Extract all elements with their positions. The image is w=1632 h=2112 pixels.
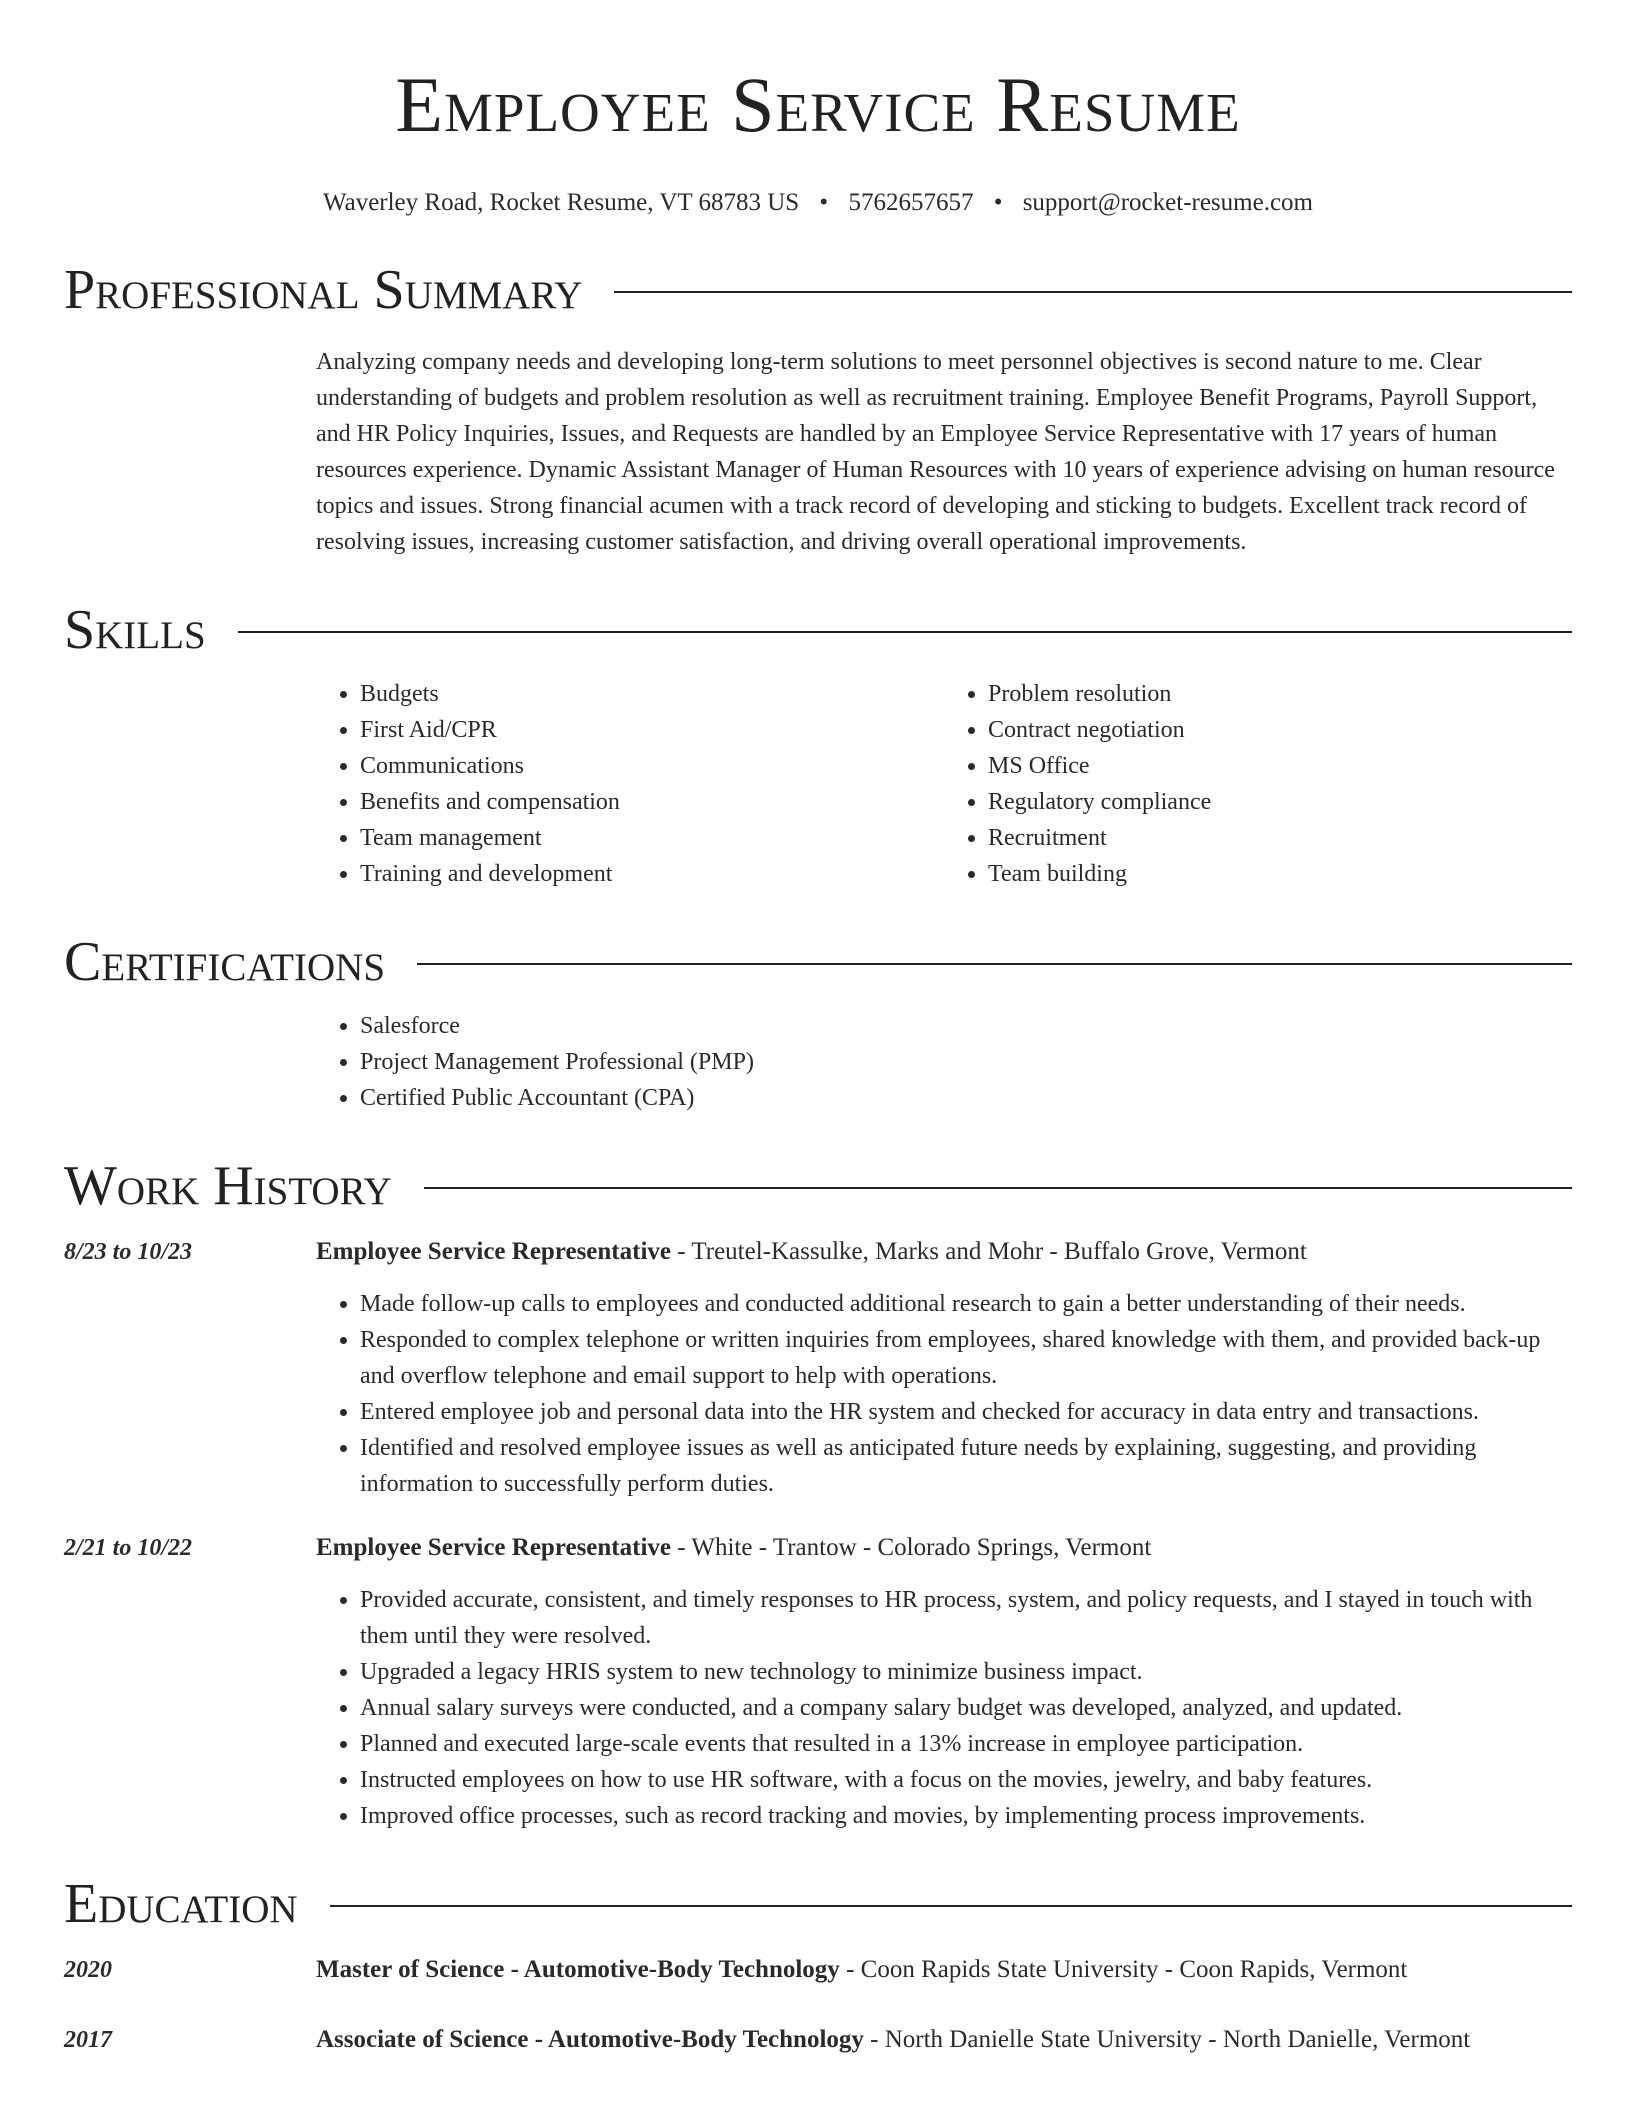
duty-item: • Improved office processes, such as record tracking and movies, by implementing process improvements. xyxy=(360,1798,1572,1834)
certification-item: • Certified Public Accountant (CPA) xyxy=(360,1080,1572,1116)
degree-name: Associate of Science - Automotive-Body Technology xyxy=(316,2026,864,2053)
skills-section-header xyxy=(64,598,1572,662)
job-company: - Treutel-Kassulke, Marks and Mohr - Buffalo Grove, Vermont xyxy=(671,1238,1307,1265)
section-title: Professional Summary xyxy=(64,259,583,321)
school-name: - North Danielle State University - North Danielle, Vermont xyxy=(863,2026,1471,2053)
skill-item: • Recruitment xyxy=(988,820,1572,856)
certifications-section-header xyxy=(64,930,1572,994)
job-title: Employee Service Representative xyxy=(316,1534,671,1561)
contact-separator: • xyxy=(819,189,829,216)
job-duties xyxy=(316,1286,1572,1502)
skill-item: • Communications xyxy=(360,748,944,784)
section-divider xyxy=(417,963,1572,965)
skill-item: • Contract negotiation xyxy=(988,712,1572,748)
skill-item: • Team management xyxy=(360,820,944,856)
job-heading xyxy=(316,1234,1572,1270)
contact-email: support@rocket-resume.com xyxy=(1022,189,1313,216)
certification-item: • Salesforce xyxy=(360,1008,1572,1044)
education-year: 2020 xyxy=(64,1957,112,1983)
education-details xyxy=(316,2022,1470,2058)
skill-item: • First Aid/CPR xyxy=(360,712,944,748)
duty-item: • Planned and executed large-scale events that resulted in a 13% increase in employee participation. xyxy=(360,1726,1572,1762)
skill-item: • Team building xyxy=(988,856,1572,892)
skills-column-left xyxy=(316,676,944,892)
education-year: 2017 xyxy=(64,2027,112,2053)
contact-phone: 5762657657 xyxy=(848,189,974,216)
section-title: Education xyxy=(64,1873,298,1935)
section-divider xyxy=(424,1187,1572,1189)
summary-section-header xyxy=(64,258,1572,322)
section-divider xyxy=(330,1905,1572,1907)
duty-item: • Instructed employees on how to use HR software, with a focus on the movies, jewelry, and baby features. xyxy=(360,1762,1572,1798)
resume-page xyxy=(64,60,1572,2058)
summary-text: Analyzing company needs and developing long-term solutions to meet personnel objectives is second nature to me. Clear understanding of budgets and problem resolution as well as recruitment training. Employee Benefit Programs, Payroll Support, and HR Policy Inquiries, Issues, and Requests are handled by an Employee Service Representative with 17 years of human resources experience. Dynamic Assistant Manager of Human Resources with 10 years of experience advising on human resource topics and issues. Strong financial acumen with a track record of developing and sticking to budgets. Excellent track record of resolving issues, increasing customer satisfaction, and driving overall operational improvements. xyxy=(316,349,1555,555)
skill-item: • Training and development xyxy=(360,856,944,892)
job-title: Employee Service Representative xyxy=(316,1238,671,1265)
duty-item: • Provided accurate, consistent, and timely responses to HR process, system, and policy requests, and I stayed in touch with them until they were resolved. xyxy=(360,1582,1572,1654)
duty-item: • Responded to complex telephone or written inquiries from employees, shared knowledge with them, and provided back-up and overflow telephone and email support to help with operations. xyxy=(360,1322,1572,1394)
contact-separator: • xyxy=(993,189,1003,216)
skill-item: • MS Office xyxy=(988,748,1572,784)
school-name: - Coon Rapids State University - Coon Rapids, Vermont xyxy=(839,1956,1408,1983)
duty-item: • Made follow-up calls to employees and conducted additional research to gain a better understanding of their needs. xyxy=(360,1286,1572,1322)
section-title: Skills xyxy=(64,599,206,661)
contact-line xyxy=(64,186,1572,220)
skill-item: • Budgets xyxy=(360,676,944,712)
resume-title: Employee Service Resume xyxy=(395,61,1241,148)
education-section-header xyxy=(64,1872,1572,1936)
duty-item: • Annual salary surveys were conducted, and a company salary budget was developed, analyzed, and updated. xyxy=(360,1690,1572,1726)
skills-list xyxy=(316,676,1572,892)
education-entry xyxy=(64,1952,1572,1988)
duty-item: • Upgraded a legacy HRIS system to new technology to minimize business impact. xyxy=(360,1654,1572,1690)
skill-item: • Problem resolution xyxy=(988,676,1572,712)
section-divider xyxy=(238,631,1572,633)
duty-item: • Identified and resolved employee issues as well as anticipated future needs by explaining, suggesting, and providing information to successfully perform duties. xyxy=(360,1430,1572,1502)
work-section-header xyxy=(64,1154,1572,1218)
education-entry xyxy=(64,2022,1572,2058)
degree-name: Master of Science - Automotive-Body Technology xyxy=(316,1956,840,1983)
skill-item: • Benefits and compensation xyxy=(360,784,944,820)
job-duties xyxy=(316,1582,1572,1834)
duty-item: • Entered employee job and personal data into the HR system and checked for accuracy in data entry and transactions. xyxy=(360,1394,1572,1430)
job-entry xyxy=(64,1530,1572,1834)
job-company: - White - Trantow - Colorado Springs, Vermont xyxy=(671,1534,1152,1561)
section-title: Work History xyxy=(64,1155,392,1217)
section-title: Certifications xyxy=(64,931,386,993)
section-divider xyxy=(614,291,1572,293)
certifications-list xyxy=(316,1008,1572,1116)
job-dates: 8/23 to 10/23 xyxy=(64,1239,193,1265)
skill-item: • Regulatory compliance xyxy=(988,784,1572,820)
job-dates: 2/21 to 10/22 xyxy=(64,1535,193,1561)
job-heading xyxy=(316,1530,1572,1566)
skills-column-right xyxy=(944,676,1572,892)
job-entry xyxy=(64,1234,1572,1502)
education-details xyxy=(316,1952,1407,1988)
contact-address: Waverley Road, Rocket Resume, VT 68783 US xyxy=(323,189,800,216)
certification-item: • Project Management Professional (PMP) xyxy=(360,1044,1572,1080)
